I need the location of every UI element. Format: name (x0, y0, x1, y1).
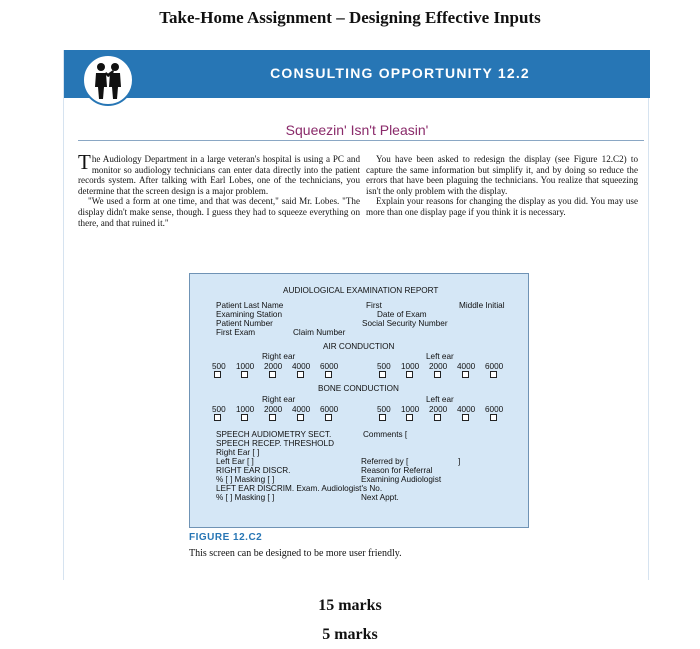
first-exam-label: First Exam (216, 328, 256, 337)
bone-conduction-heading: BONE CONDUCTION (318, 384, 399, 393)
bone-right-6000-checkbox[interactable] (325, 414, 332, 421)
bone-right-freq: 1000 (236, 405, 255, 414)
date-of-exam-label: Date of Exam (377, 310, 427, 319)
claim-number-label: Claim Number (293, 328, 346, 337)
marks-5: 5 marks (322, 626, 378, 643)
first-name-label: First (366, 301, 382, 310)
air-right-freq: 1000 (236, 362, 255, 371)
bone-right-4000-checkbox[interactable] (297, 414, 304, 421)
air-left-freq: 2000 (429, 362, 448, 371)
bone-right-freq: 2000 (264, 405, 283, 414)
bone-left-freq: 4000 (457, 405, 476, 414)
bone-right-freq: 6000 (320, 405, 339, 414)
patient-last-name-label: Patient Last Name (216, 301, 284, 310)
bone-left-2000-checkbox[interactable] (434, 414, 441, 421)
air-right-freq: 2000 (264, 362, 283, 371)
left-paragraph-2: "We used a form at one time, and that was decent," said Mr. Lobes. "The display didn't make sense, though. I guess they had to squeeze everything on there, and that ruined it." (78, 196, 360, 228)
air-left-2000-checkbox[interactable] (434, 371, 441, 378)
ssn-label: Social Security Number (362, 319, 448, 328)
left-ear-discrim-label: LEFT EAR DISCRIM. Exam. Audiologist's No. (216, 484, 383, 493)
banner-title: CONSULTING OPPORTUNITY 12.2 (270, 65, 530, 81)
audiology-screen-figure (189, 273, 529, 528)
bone-right-2000-checkbox[interactable] (269, 414, 276, 421)
referred-by-field[interactable]: Referred by [ (361, 457, 409, 466)
bone-right-1000-checkbox[interactable] (241, 414, 248, 421)
bone-left-freq: 6000 (485, 405, 504, 414)
banner (64, 50, 650, 98)
bone-left-ear-label: Left ear (426, 395, 454, 404)
bone-left-500-checkbox[interactable] (379, 414, 386, 421)
next-appt-label: Next Appt. (361, 493, 399, 502)
right-masking-field[interactable]: % [ ] Masking [ ] (216, 475, 275, 484)
left-paragraph-1: he Audiology Department in a large veteran's hospital is using a PC and monitor so audiology technicians can enter data directly into the patient records system. After talking with Earl Lobes, one of the technicians, you determine that the screen design is a major problem. (78, 154, 360, 196)
bone-left-6000-checkbox[interactable] (490, 414, 497, 421)
air-right-1000-checkbox[interactable] (241, 371, 248, 378)
air-left-ear-label: Left ear (426, 352, 454, 361)
air-left-500-checkbox[interactable] (379, 371, 386, 378)
bone-right-freq: 4000 (292, 405, 311, 414)
examining-station-label: Examining Station (216, 310, 282, 319)
bone-left-1000-checkbox[interactable] (406, 414, 413, 421)
speech-audiometry-label: SPEECH AUDIOMETRY SECT. (216, 430, 332, 439)
case-title: Squeezin' Isn't Pleasin' (285, 122, 429, 138)
reason-for-referral-label: Reason for Referral (361, 466, 433, 475)
bone-left-freq: 2000 (429, 405, 448, 414)
air-left-6000-checkbox[interactable] (490, 371, 497, 378)
speech-recep-label: SPEECH RECEP. THRESHOLD (216, 439, 334, 448)
air-right-6000-checkbox[interactable] (325, 371, 332, 378)
consulting-opportunity-box (63, 50, 649, 580)
bone-right-freq: 500 (212, 405, 226, 414)
left-ear-field[interactable]: Left Ear [ ] (216, 457, 254, 466)
page-title: Take-Home Assignment – Designing Effective Inputs (159, 8, 541, 27)
air-left-1000-checkbox[interactable] (406, 371, 413, 378)
air-right-4000-checkbox[interactable] (297, 371, 304, 378)
air-conduction-heading: AIR CONDUCTION (323, 342, 395, 351)
right-ear-discr-label: RIGHT EAR DISCR. (216, 466, 291, 475)
air-left-freq: 4000 (457, 362, 476, 371)
air-left-freq: 1000 (401, 362, 420, 371)
middle-initial-label: Middle Initial (459, 301, 505, 310)
marks-15: 15 marks (318, 597, 382, 614)
air-right-2000-checkbox[interactable] (269, 371, 276, 378)
air-left-freq: 6000 (485, 362, 504, 371)
divider (78, 140, 644, 141)
right-ear-field[interactable]: Right Ear [ ] (216, 448, 260, 457)
referred-by-close-bracket: ] (458, 457, 461, 466)
examining-audiologist-label: Examining Audiologist (361, 475, 442, 484)
air-right-ear-label: Right ear (262, 352, 296, 361)
right-column (366, 154, 638, 218)
bone-right-500-checkbox[interactable] (214, 414, 221, 421)
figure-label: FIGURE 12.C2 (189, 532, 263, 543)
right-paragraph-2: Explain your reasons for changing the display as you did. You may use more than one display page if you think it is necessary. (366, 196, 638, 217)
right-paragraph-1: You have been asked to redesign the display (see Figure 12.C2) to capture the same information but simplify it, and by doing so reduce the errors that have been plaguing the technicians. You realize that squeezing isn't the only problem with the display. (366, 154, 638, 196)
figure-caption: This screen can be designed to be more user friendly. (189, 548, 402, 559)
left-masking-field[interactable]: % [ ] Masking [ ] (216, 493, 275, 502)
left-column (78, 150, 360, 228)
air-right-freq: 6000 (320, 362, 339, 371)
bone-left-4000-checkbox[interactable] (462, 414, 469, 421)
air-left-4000-checkbox[interactable] (462, 371, 469, 378)
bone-right-ear-label: Right ear (262, 395, 296, 404)
air-right-freq: 500 (212, 362, 226, 371)
air-right-freq: 4000 (292, 362, 311, 371)
business-people-icon (82, 54, 134, 106)
air-right-500-checkbox[interactable] (214, 371, 221, 378)
drop-cap: T (78, 150, 91, 174)
comments-field[interactable]: Comments [ (363, 430, 408, 439)
air-left-freq: 500 (377, 362, 391, 371)
screen-title: AUDIOLOGICAL EXAMINATION REPORT (283, 286, 439, 295)
bone-left-freq: 500 (377, 405, 391, 414)
bone-left-freq: 1000 (401, 405, 420, 414)
patient-number-label: Patient Number (216, 319, 273, 328)
